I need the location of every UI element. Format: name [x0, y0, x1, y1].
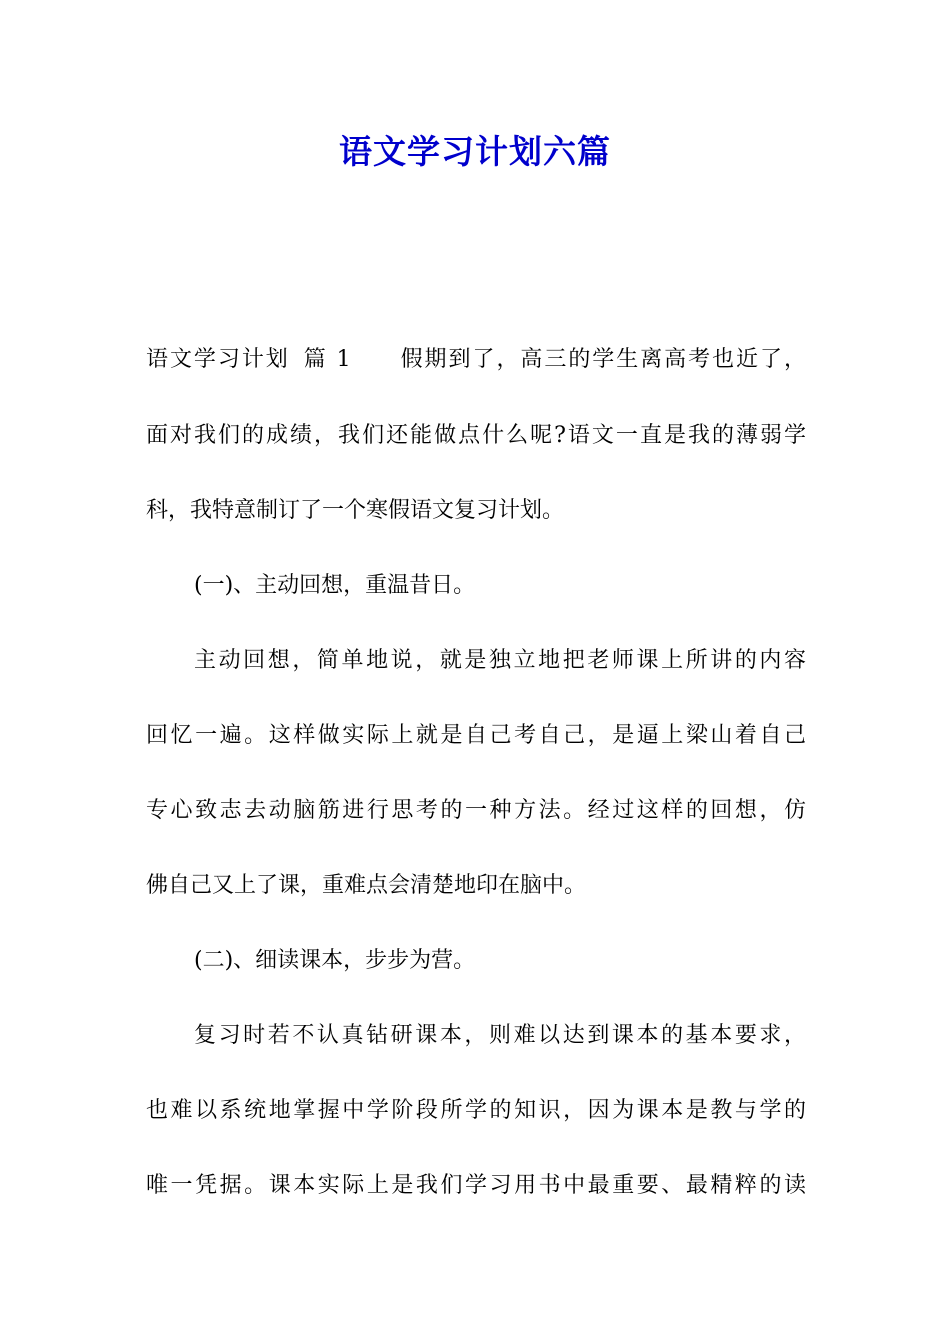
- paragraph-line: 科，我特意制订了一个寒假语文复习计划。: [146, 498, 565, 523]
- section-heading: (二)、细读课本，步步为营。: [194, 948, 476, 973]
- article-heading: 语文学习计划: [146, 347, 290, 372]
- paragraph-text: 假期到了，高三的学生离高考也近了，: [398, 347, 806, 372]
- paragraph-line: [146, 340, 806, 380]
- paragraph-line: 专心致志去动脑筋进行思考的一种方法。经过这样的回想，仿: [146, 798, 806, 823]
- paragraph-line: 面对我们的成绩，我们还能做点什么呢?语文一直是我的薄弱学: [146, 423, 806, 448]
- paragraph-line: 回忆一遍。这样做实际上就是自己考自己，是逼上梁山着自己: [146, 723, 806, 748]
- paragraph-line: 佛自己又上了课，重难点会清楚地印在脑中。: [146, 873, 587, 898]
- paragraph-line: 也难以系统地掌握中学阶段所学的知识，因为课本是教与学的: [146, 1098, 806, 1123]
- section-heading: (一)、主动回想，重温昔日。: [194, 573, 476, 598]
- paragraph-line: 唯一凭据。课本实际上是我们学习用书中最重要、最精粹的读: [146, 1173, 806, 1198]
- article-section-label: 篇 1: [301, 347, 351, 372]
- page-title: 语文学习计划六篇: [339, 132, 611, 171]
- paragraph-line: 主动回想，简单地说，就是独立地把老师课上所讲的内容: [194, 648, 806, 673]
- paragraph-line: 复习时若不认真钻研课本，则难以达到课本的基本要求，: [194, 1023, 806, 1048]
